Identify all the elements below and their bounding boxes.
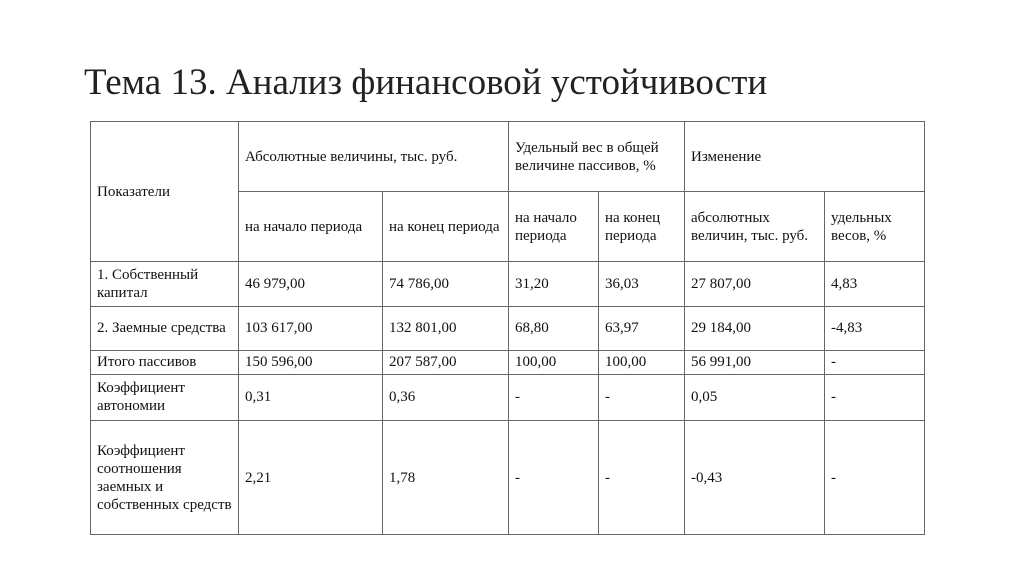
- cell-abs-end: 0,36: [383, 374, 509, 421]
- cell-abs-end: 132 801,00: [383, 306, 509, 351]
- row-name: 2. Заемные средства: [91, 306, 239, 351]
- cell-share-end: -: [599, 374, 685, 421]
- cell-share-end: 63,97: [599, 306, 685, 351]
- table-row: [91, 374, 925, 421]
- row-name: Итого пассивов: [91, 351, 239, 374]
- indicator-header: Показатели: [91, 122, 239, 262]
- sub-header-abs-end: на конец периода: [383, 192, 509, 262]
- table-row: [91, 421, 925, 535]
- cell-change-share: -: [825, 421, 925, 535]
- cell-abs-end: 74 786,00: [383, 262, 509, 307]
- table-row: [91, 306, 925, 351]
- cell-change-abs: -0,43: [685, 421, 825, 535]
- sub-header-abs-start: на начало периода: [239, 192, 383, 262]
- row-name: Коэффициент соотношения заемных и собственных средств: [91, 421, 239, 535]
- sub-header-share-start: на начало периода: [509, 192, 599, 262]
- cell-abs-start: 2,21: [239, 421, 383, 535]
- cell-share-end: 100,00: [599, 351, 685, 374]
- cell-abs-start: 103 617,00: [239, 306, 383, 351]
- cell-change-abs: 29 184,00: [685, 306, 825, 351]
- row-name: Коэффициент автономии: [91, 374, 239, 421]
- cell-share-start: -: [509, 374, 599, 421]
- cell-change-share: -: [825, 351, 925, 374]
- cell-abs-start: 150 596,00: [239, 351, 383, 374]
- financial-stability-table: [90, 121, 925, 535]
- table-row: [91, 262, 925, 307]
- cell-abs-end: 207 587,00: [383, 351, 509, 374]
- slide-title: Тема 13. Анализ финансовой устойчивости: [84, 62, 768, 103]
- sub-header-change-abs: абсолютных величин, тыс. руб.: [685, 192, 825, 262]
- cell-change-share: -: [825, 374, 925, 421]
- share-header: Удельный вес в общей величине пассивов, %: [509, 122, 685, 192]
- cell-change-abs: 56 991,00: [685, 351, 825, 374]
- cell-share-end: 36,03: [599, 262, 685, 307]
- cell-abs-start: 0,31: [239, 374, 383, 421]
- cell-share-start: 100,00: [509, 351, 599, 374]
- cell-change-abs: 27 807,00: [685, 262, 825, 307]
- cell-change-share: -4,83: [825, 306, 925, 351]
- cell-share-start: 31,20: [509, 262, 599, 307]
- absolute-values-header: Абсолютные величины, тыс. руб.: [239, 122, 509, 192]
- cell-change-share: 4,83: [825, 262, 925, 307]
- financial-stability-table-wrap: [90, 121, 924, 535]
- cell-abs-start: 46 979,00: [239, 262, 383, 307]
- row-name: 1. Собственный капитал: [91, 262, 239, 307]
- sub-header-share-end: на конец периода: [599, 192, 685, 262]
- cell-abs-end: 1,78: [383, 421, 509, 535]
- cell-change-abs: 0,05: [685, 374, 825, 421]
- change-header: Изменение: [685, 122, 925, 192]
- table-row: [91, 351, 925, 374]
- cell-share-start: -: [509, 421, 599, 535]
- cell-share-end: -: [599, 421, 685, 535]
- cell-share-start: 68,80: [509, 306, 599, 351]
- sub-header-change-share: удельных весов, %: [825, 192, 925, 262]
